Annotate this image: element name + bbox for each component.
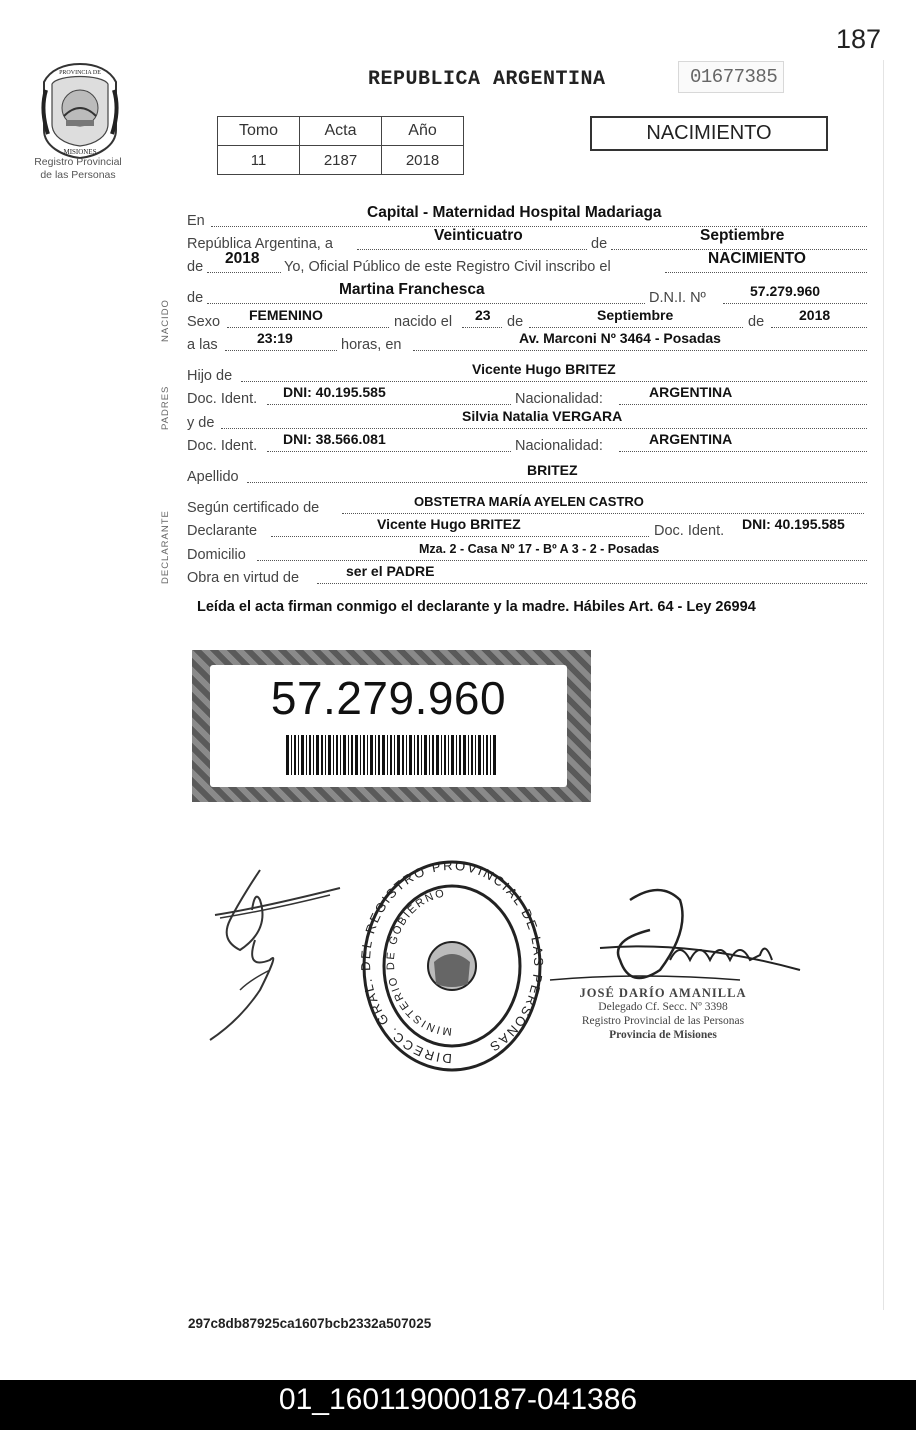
value-en: Capital - Maternidad Hospital Madariaga [367, 204, 662, 221]
value-padre-nac: ARGENTINA [649, 384, 733, 400]
act-type-box: NACIMIENTO [590, 116, 828, 151]
form-line-domicilio [187, 544, 867, 564]
barcode-icon [286, 735, 496, 775]
label-padre-doc: Doc. Ident. [187, 391, 258, 407]
form-line-certificado [187, 494, 867, 517]
logo-caption-line-2: de las Personas [40, 169, 116, 181]
seal-outer-text: DIRECC. GRAL. DEL REGISTRO PROVINCIAL DE LAS PERSONAS [358, 858, 546, 1067]
label-republica: República Argentina, a [187, 236, 333, 252]
label-dni: D.N.I. Nº [649, 290, 706, 306]
label-sexo: Sexo [187, 314, 221, 330]
side-label-nacido: NACIDO [160, 299, 171, 342]
value-nac-dia: 23 [475, 307, 491, 323]
value-nombre: Martina Franchesca [339, 281, 485, 298]
value-madre: Silvia Natalia VERGARA [462, 408, 623, 424]
label-nac-de1: de [507, 314, 524, 330]
register-table-header-row [218, 117, 464, 146]
form-line-nombre [187, 281, 867, 307]
form-line-madre-doc [187, 431, 867, 455]
label-oficial: Yo, Oficial Público de este Registro Civil inscribo el [284, 259, 611, 275]
form-line-declarante [187, 516, 867, 540]
label-en: En [187, 213, 205, 229]
label-de-nombre: de [187, 290, 204, 306]
label-de: de [591, 236, 608, 252]
serial-number: 01677385 [690, 66, 778, 88]
label-declarante: Declarante [187, 523, 258, 539]
register-value-anio: 2018 [382, 146, 464, 175]
dni-stamp-inner [210, 665, 567, 787]
logo-text-top: PROVINCIA DE [59, 70, 101, 76]
register-header-acta: Acta [300, 117, 382, 146]
form-line-obra [187, 563, 867, 587]
document-hash: 297c8db87925ca1607bcb2332a507025 [188, 1316, 432, 1331]
value-anio: 2018 [225, 250, 260, 267]
logo-caption-line-1: Registro Provincial [34, 156, 122, 168]
label-madre-doc: Doc. Ident. [187, 438, 258, 454]
seal-inner-text: MINISTERIO DE GOBIERNO [384, 887, 453, 1038]
side-label-padres: PADRES [160, 385, 171, 430]
label-nacido: nacido el [394, 314, 453, 330]
register-header-tomo: Tomo [218, 117, 300, 146]
value-madre-doc: DNI: 38.566.081 [283, 431, 386, 447]
form-line-apellido [187, 462, 867, 486]
value-dia: Veinticuatro [434, 227, 523, 244]
form-line-padre [187, 361, 867, 385]
document-title: REPUBLICA ARGENTINA [368, 68, 606, 91]
label-de-anio: de [187, 259, 204, 275]
logo-caption [20, 156, 136, 182]
official-line-3: Provincia de Misiones [609, 1029, 717, 1041]
value-certificado: OBSTETRA MARÍA AYELEN CASTRO [414, 494, 644, 509]
label-declarante-doc: Doc. Ident. [654, 523, 725, 539]
value-mes: Septiembre [700, 227, 785, 244]
side-label-declarante: DECLARANTE [160, 510, 171, 584]
label-madre-nac: Nacionalidad: [515, 438, 603, 454]
form-line-padre-doc [187, 384, 867, 408]
label-segun: Según certificado de [187, 500, 320, 516]
form-line-sexo [187, 307, 867, 331]
value-sexo: FEMENINO [249, 307, 323, 323]
label-hijo: Hijo de [187, 368, 233, 384]
label-a-las: a las [187, 337, 218, 353]
dni-stamp [192, 650, 591, 802]
dni-stamp-number: 57.279.960 [270, 672, 507, 724]
value-domicilio: Mza. 2 - Casa Nº 17 - Bº A 3 - 2 - Posadas [419, 542, 660, 556]
register-table [217, 116, 464, 175]
value-nac-anio: 2018 [799, 307, 831, 323]
value-hora: 23:19 [257, 330, 293, 346]
register-table-value-row [218, 146, 464, 175]
provincia-misiones-logo [36, 60, 124, 160]
value-obra: ser el PADRE [346, 563, 435, 579]
form-line-madre [187, 408, 867, 432]
label-horas-en: horas, en [341, 337, 402, 353]
label-nac-de2: de [748, 314, 765, 330]
value-padre: Vicente Hugo BRITEZ [472, 361, 616, 377]
label-padre-nac: Nacionalidad: [515, 391, 603, 407]
page-number: 187 [836, 24, 882, 54]
official-line-1: Delegado Cf. Secc. Nº 3398 [598, 1001, 728, 1013]
footer-id: 01_160119000187-041386 [278, 1383, 638, 1416]
form-line-hora [187, 330, 867, 354]
legal-note: Leída el acta firman conmigo el declarante y la madre. Hábiles Art. 64 - Ley 26994 [197, 599, 756, 615]
value-declarante-doc: DNI: 40.195.585 [742, 516, 845, 532]
label-obra: Obra en virtud de [187, 570, 300, 586]
declarant-signature [200, 860, 350, 1050]
page-edge [883, 60, 884, 1310]
official-line-2: Registro Provincial de las Personas [581, 1015, 745, 1027]
value-apellido: BRITEZ [527, 462, 578, 478]
logo-text-bottom: MISIONES [63, 148, 97, 156]
value-nac-mes: Septiembre [597, 307, 674, 323]
value-madre-nac: ARGENTINA [649, 431, 733, 447]
official-name: JOSÉ DARÍO AMANILLA [579, 986, 747, 1000]
label-apellido: Apellido [187, 469, 239, 485]
official-block [553, 986, 773, 1042]
official-seal [358, 858, 546, 1076]
value-padre-doc: DNI: 40.195.585 [283, 384, 386, 400]
official-signature [540, 880, 810, 1000]
label-y-de: y de [187, 415, 215, 431]
value-declarante: Vicente Hugo BRITEZ [377, 516, 521, 532]
form-line-inscribo [187, 250, 867, 276]
register-header-anio: Año [382, 117, 464, 146]
value-dni: 57.279.960 [750, 283, 821, 299]
value-lugar: Av. Marconi Nº 3464 - Posadas [519, 330, 721, 346]
label-domicilio: Domicilio [187, 547, 246, 563]
register-value-tomo: 11 [218, 146, 300, 175]
register-value-acta: 2187 [300, 146, 382, 175]
value-inscribo: NACIMIENTO [708, 250, 806, 267]
